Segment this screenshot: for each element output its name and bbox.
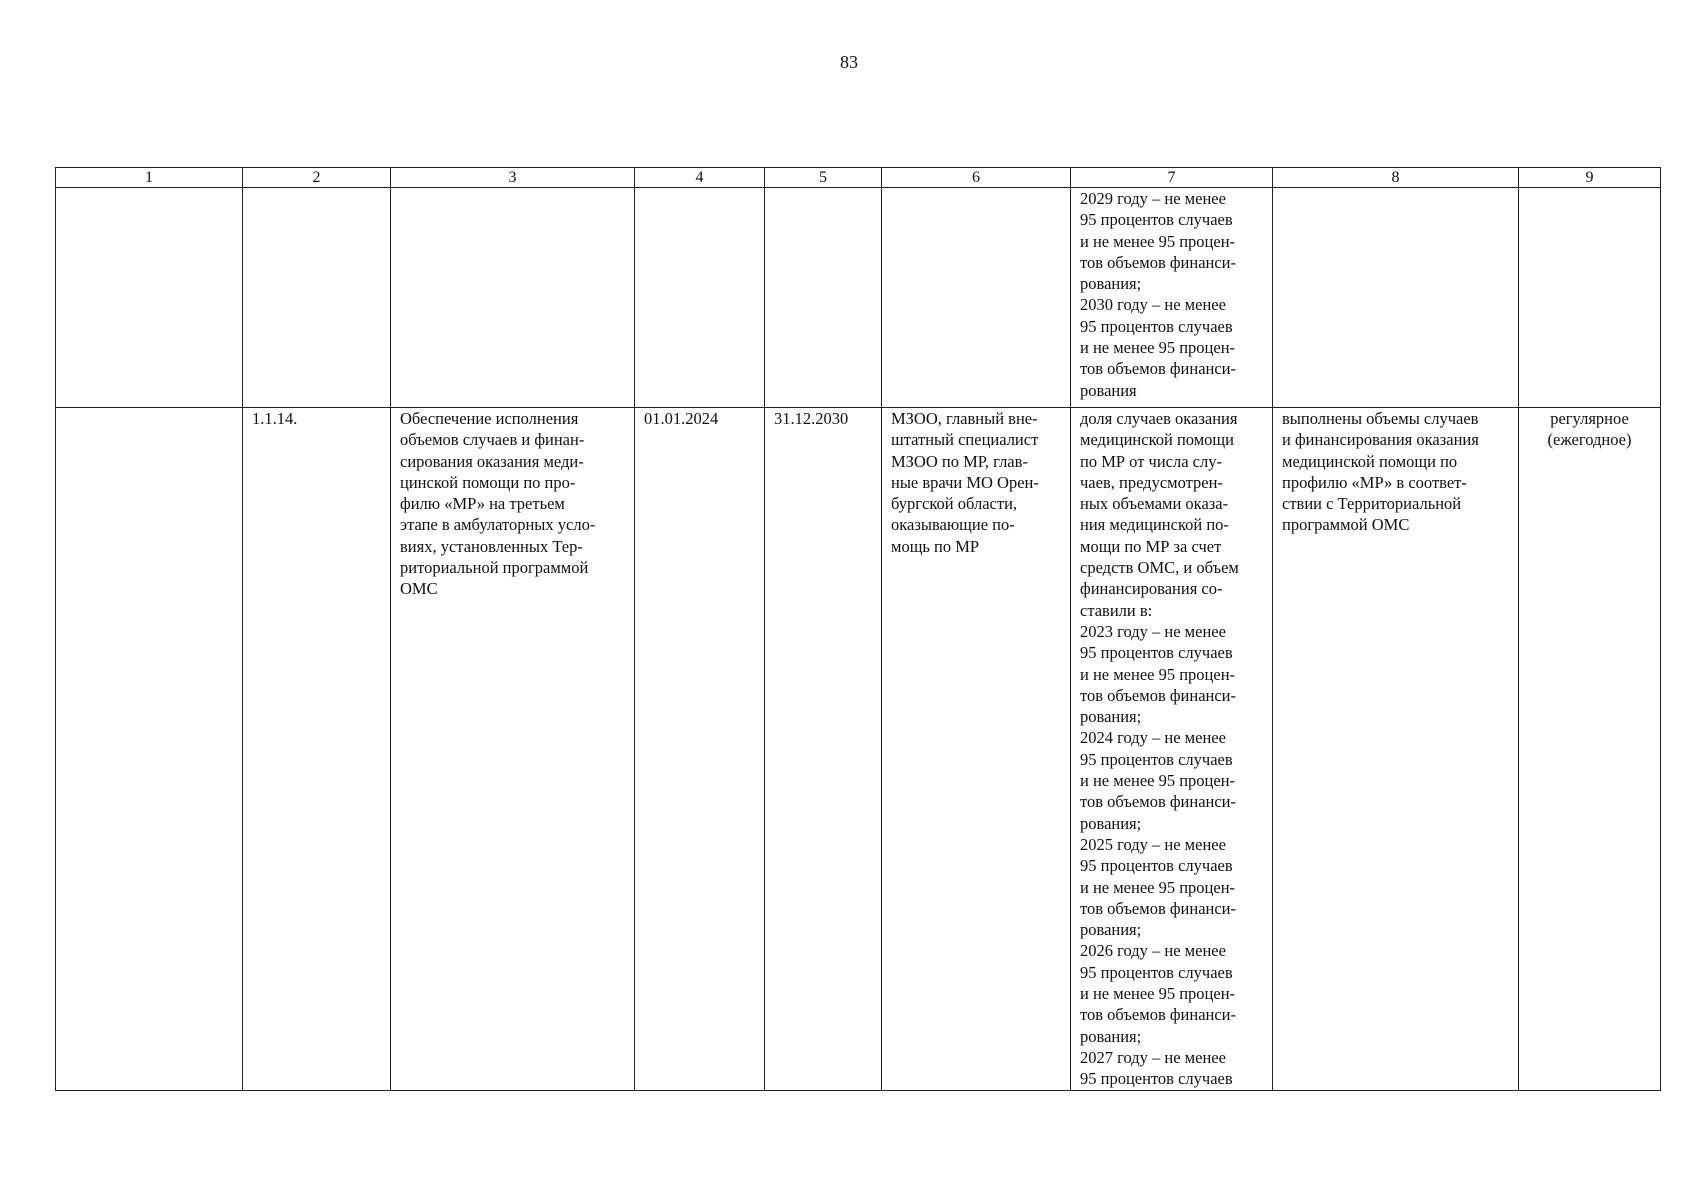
result-line: выполнены объемы случаев	[1282, 409, 1479, 428]
cell-empty	[635, 188, 765, 408]
measure-name-line: объемов случаев и финан-	[400, 430, 585, 450]
indicator-line: и не менее 95 процен-	[1080, 771, 1236, 791]
indicator-cell	[1071, 188, 1273, 408]
measure-name-line: цинской помощи по про-	[400, 472, 576, 492]
column-header: 4	[635, 168, 765, 188]
indicator-line: и не менее 95 процен-	[1080, 664, 1236, 684]
cell-empty	[1519, 188, 1661, 408]
indicator-line: 2023 году – не менее	[1080, 621, 1226, 641]
measure-name-line: виях, установленных Тер-	[400, 536, 583, 556]
responsible-line: МЗОО, главный вне-	[891, 409, 1038, 428]
cell-empty	[882, 188, 1071, 408]
indicator-line: доля случаев оказания	[1080, 409, 1238, 428]
responsible-line: оказывающие по-	[891, 515, 1015, 535]
header-row	[56, 168, 1661, 188]
result-line: программой ОМС	[1282, 515, 1410, 535]
measure-name-line: сирования оказания меди-	[400, 451, 584, 471]
responsible-line: мощь по МР	[891, 536, 980, 556]
indicator-line: рования;	[1080, 274, 1142, 294]
measure-name-line: Обеспечение исполнения	[400, 409, 579, 428]
page-number: 83	[840, 52, 858, 72]
indicator-line: медицинской помощи	[1080, 430, 1234, 450]
indicator-line: 95 процентов случаев	[1080, 210, 1233, 230]
indicator-line: 95 процентов случаев	[1080, 316, 1233, 336]
indicator-line: финансирования со-	[1080, 579, 1223, 599]
measure-name-line: ОМС	[400, 579, 438, 599]
responsible-line: МЗОО по МР, глав-	[891, 451, 1028, 471]
measure-name-cell	[391, 408, 635, 1091]
indicator-line: тов объемов финанси-	[1080, 252, 1237, 272]
column-header: 9	[1519, 168, 1661, 188]
indicator-line: ставили в:	[1080, 600, 1153, 620]
indicator-line: тов объемов финанси-	[1080, 792, 1237, 812]
indicator-line: 2026 году – не менее	[1080, 941, 1226, 961]
indicator-line: и не менее 95 процен-	[1080, 231, 1236, 251]
frequency-line: (ежегодное)	[1547, 430, 1632, 450]
column-header: 3	[391, 168, 635, 188]
result-line: медицинской помощи по	[1282, 451, 1458, 471]
indicator-line: рования;	[1080, 707, 1142, 727]
column-header: 5	[765, 168, 882, 188]
measure-name-line: филю «МР» на третьем	[400, 494, 565, 514]
indicator-line: и не менее 95 процен-	[1080, 338, 1236, 358]
indicator-line: 95 процентов случаев	[1080, 1069, 1233, 1089]
indicator-line: 2027 году – не менее	[1080, 1047, 1226, 1067]
indicator-line: 2025 году – не менее	[1080, 834, 1226, 854]
indicator-line: 2030 году – не менее	[1080, 295, 1226, 315]
result-line: профилю «МР» в соответ-	[1282, 472, 1467, 492]
indicator-line: рования;	[1080, 920, 1142, 940]
end-date: 31.12.2030	[765, 408, 882, 1091]
responsible-line: штатный специалист	[891, 430, 1039, 450]
indicator-line: 2029 году – не менее	[1080, 189, 1226, 208]
indicator-line: рования	[1080, 380, 1137, 400]
cell-empty	[391, 188, 635, 408]
cell-empty	[56, 188, 243, 408]
indicator-line: тов объемов финанси-	[1080, 898, 1237, 918]
cell-empty	[56, 408, 243, 1091]
indicator-line: ния медицинской по-	[1080, 515, 1229, 535]
item-number: 1.1.14.	[243, 408, 391, 1091]
cell-empty	[1273, 188, 1519, 408]
indicator-line: 95 процентов случаев	[1080, 749, 1233, 769]
responsible-line: ные врачи МО Орен-	[891, 472, 1039, 492]
indicator-cell	[1071, 408, 1273, 1091]
indicator-line: тов объемов финанси-	[1080, 1005, 1237, 1025]
result-cell	[1273, 408, 1519, 1091]
result-line: и финансирования оказания	[1282, 430, 1479, 450]
indicator-line: ных объемами оказа-	[1080, 494, 1229, 514]
start-date: 01.01.2024	[635, 408, 765, 1091]
indicator-line: тов объемов финанси-	[1080, 359, 1237, 379]
indicator-line: 95 процентов случаев	[1080, 643, 1233, 663]
indicator-line: и не менее 95 процен-	[1080, 984, 1236, 1004]
result-line: ствии с Территориальной	[1282, 494, 1462, 514]
frequency-line: регулярное	[1550, 409, 1629, 428]
table-row-1-1-14	[56, 408, 1661, 1091]
indicator-line: 95 процентов случаев	[1080, 962, 1233, 982]
measure-name-line: риториальной программой	[400, 558, 589, 578]
indicator-line: мощи по МР за счет	[1080, 536, 1222, 556]
column-header: 2	[243, 168, 391, 188]
indicator-line: 2024 году – не менее	[1080, 728, 1226, 748]
indicator-line: рования;	[1080, 1026, 1142, 1046]
column-header: 6	[882, 168, 1071, 188]
indicator-line: средств ОМС, и объем	[1080, 558, 1239, 578]
responsible-cell	[882, 408, 1071, 1091]
indicator-line: и не менее 95 процен-	[1080, 877, 1236, 897]
indicator-line: по МР от числа слу-	[1080, 451, 1222, 471]
column-header: 1	[56, 168, 243, 188]
responsible-line: бургской области,	[891, 494, 1018, 514]
column-header: 7	[1071, 168, 1273, 188]
indicator-line: 95 процентов случаев	[1080, 856, 1233, 876]
measure-name-line: этапе в амбулаторных усло-	[400, 515, 596, 535]
table-row-continued	[56, 188, 1661, 408]
plan-table	[55, 167, 1661, 1091]
indicator-line: чаев, предусмотрен-	[1080, 472, 1223, 492]
frequency-cell	[1519, 408, 1661, 1091]
column-header: 8	[1273, 168, 1519, 188]
cell-empty	[243, 188, 391, 408]
cell-empty	[765, 188, 882, 408]
indicator-line: тов объемов финанси-	[1080, 685, 1237, 705]
indicator-line: рования;	[1080, 813, 1142, 833]
